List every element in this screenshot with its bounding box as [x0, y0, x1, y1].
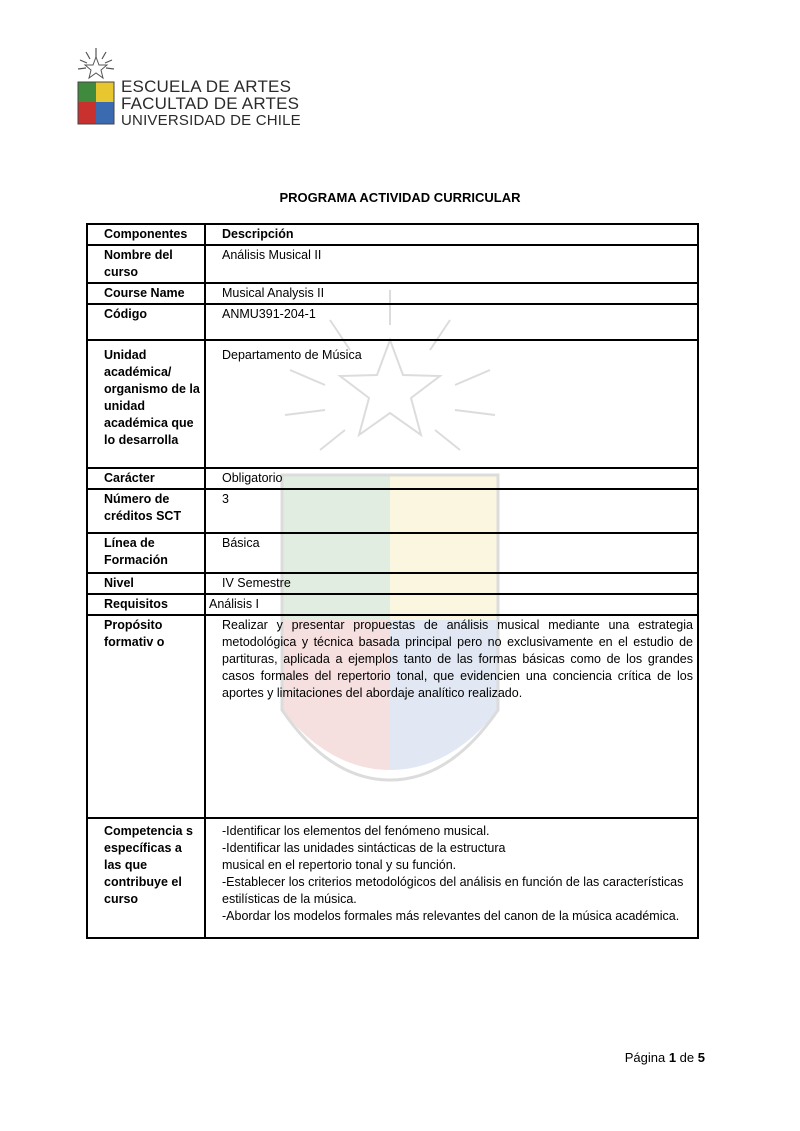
row-value: [205, 818, 698, 938]
row-key: Nivel: [87, 573, 205, 594]
table-row: [87, 283, 698, 304]
row-key: Unidad académica/ organismo de la unidad académica que lo desarrolla: [87, 340, 205, 468]
row-value: 3: [205, 489, 698, 533]
logo-line-school: ESCUELA DE ARTES: [121, 77, 292, 96]
row-value: Departamento de Música: [205, 340, 698, 468]
table-row: [87, 340, 698, 468]
row-key: Carácter: [87, 468, 205, 489]
page-footer: [625, 1050, 705, 1065]
row-key: Nombre del curso: [87, 245, 205, 283]
table-row: [87, 594, 698, 615]
table-row: [87, 245, 698, 283]
footer-total: 5: [697, 1050, 705, 1065]
row-value: Análisis I: [205, 594, 698, 615]
table-row: [87, 489, 698, 533]
document-title: PROGRAMA ACTIVIDAD CURRICULAR: [279, 190, 521, 205]
logo-line-university: UNIVERSIDAD DE CHILE: [121, 112, 301, 129]
row-value: Básica: [205, 533, 698, 573]
competency-line: musical en el repertorio tonal y su función.: [222, 858, 457, 872]
row-key: Número de créditos SCT: [87, 489, 205, 533]
table-row: [87, 818, 698, 938]
row-value: ANMU391-204-1: [205, 304, 698, 340]
logo-line-faculty: FACULTAD DE ARTES: [121, 94, 300, 113]
footer-page: 1: [668, 1050, 677, 1065]
curriculum-table: [86, 223, 699, 939]
header-value: Descripción: [205, 224, 698, 245]
row-key: Propósito formativ o: [87, 615, 205, 818]
row-value: Análisis Musical II: [205, 245, 698, 283]
row-key: Línea de Formación: [87, 533, 205, 573]
row-value: Musical Analysis II: [205, 283, 698, 304]
competency-line: -Identificar los elementos del fenómeno musical.: [222, 824, 490, 838]
table-row: [87, 615, 698, 818]
footer-label: Página: [624, 1050, 666, 1065]
row-key: Código: [87, 304, 205, 340]
competency-line: -Identificar las unidades sintácticas de la estructura: [222, 841, 506, 855]
row-value: Obligatorio: [205, 468, 698, 489]
row-key: Course Name: [87, 283, 205, 304]
table-row: [87, 304, 698, 340]
table-header-row: [87, 224, 698, 245]
table-row: [87, 468, 698, 489]
row-key: Competencia s específicas a las que contribuye el curso: [87, 818, 205, 938]
table-row: [87, 533, 698, 573]
header-key: Componentes: [87, 224, 205, 245]
competency-line: -Abordar los modelos formales más relevantes del canon de la música académica.: [222, 909, 680, 923]
footer-of: de: [679, 1050, 695, 1065]
competency-line: -Establecer los criterios metodológicos del análisis en función de las características estilísticas de la música.: [222, 875, 684, 906]
table-row: [87, 573, 698, 594]
row-key: Requisitos: [87, 594, 205, 615]
row-value: IV Semestre: [205, 573, 698, 594]
logo-text: [121, 78, 301, 129]
row-value: Realizar y presentar propuestas de análisis musical mediante una estrategia metodológica y técnica basada principal pero no exclusivamente en el estudio de partituras, aplicada a ejemplos tanto de las formas básicas como de los grandes casos formales del repertorio tonal, que evidencien una conciencia crítica de los aportes y limitaciones del abordaje analítico realizado.: [205, 615, 698, 818]
